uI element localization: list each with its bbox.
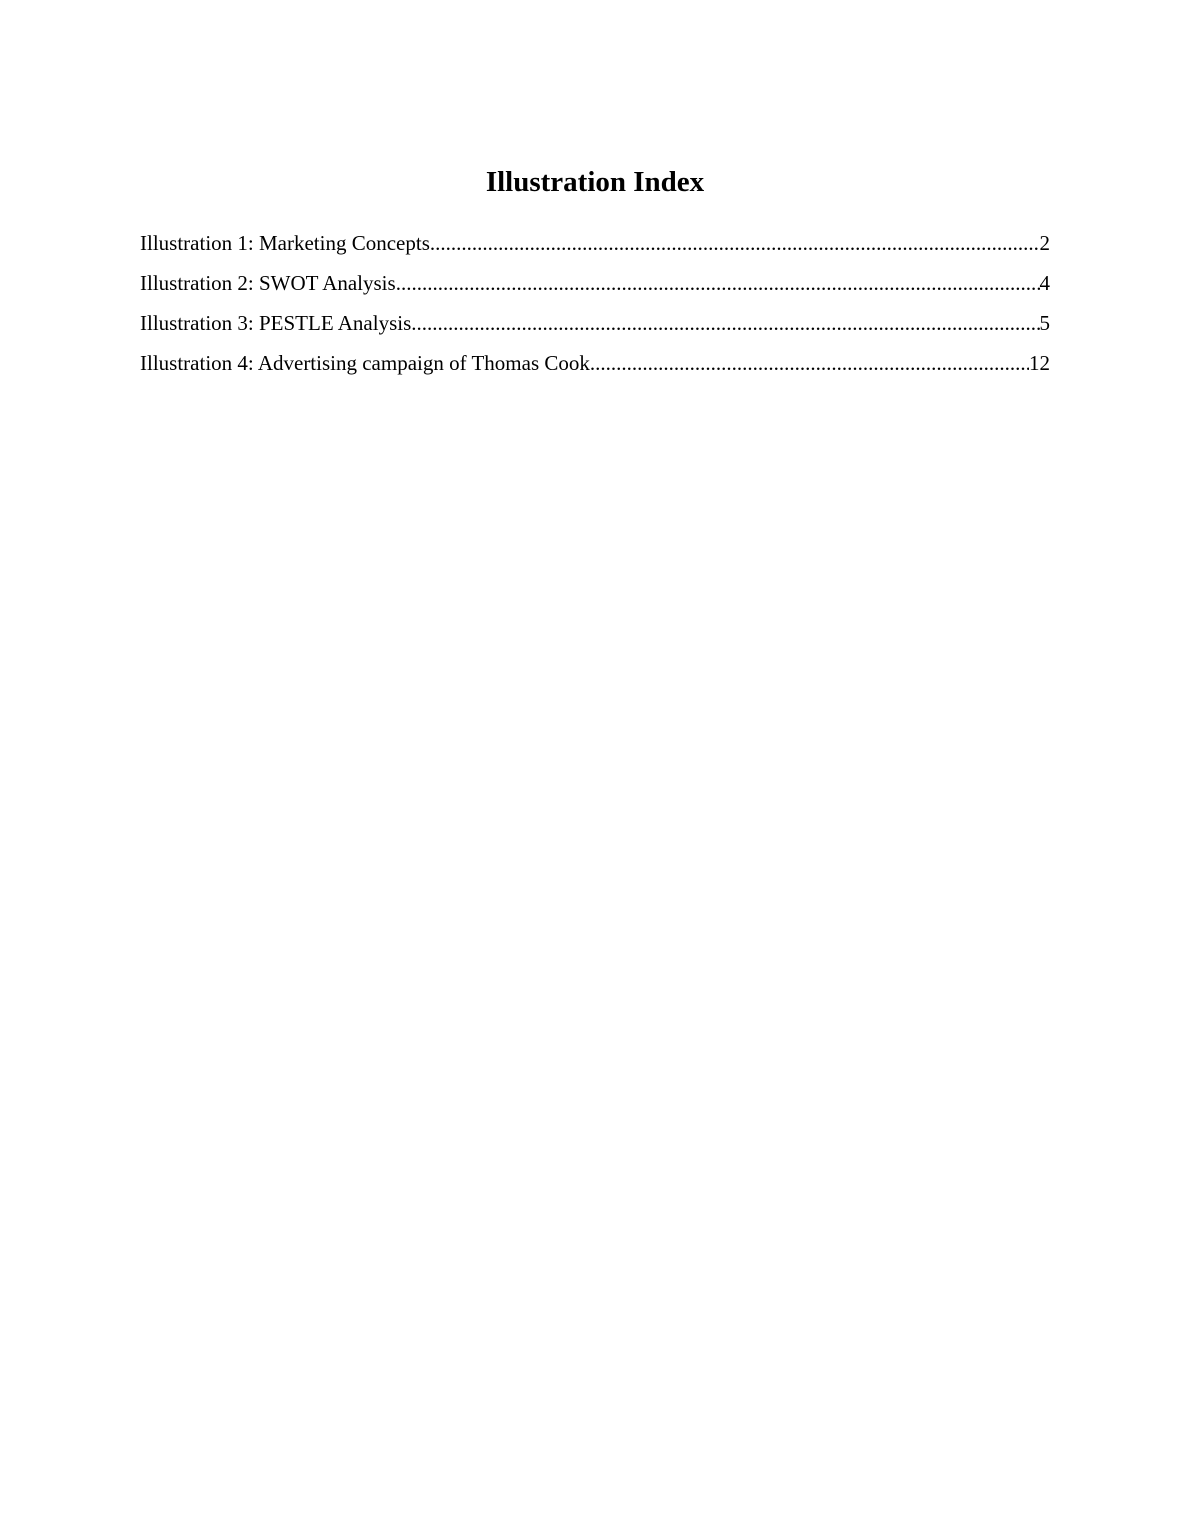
- index-entry-page: 2: [1039, 231, 1050, 255]
- dot-leader: [430, 228, 1040, 258]
- index-entry-label: Illustration 2: SWOT Analysis: [140, 271, 396, 295]
- index-entry-page: 4: [1039, 271, 1050, 295]
- index-entry-label: Illustration 3: PESTLE Analysis: [140, 311, 412, 335]
- index-entry-label: Illustration 4: Advertising campaign of Thomas Cook: [140, 351, 590, 375]
- index-entry[interactable]: [140, 228, 1050, 268]
- dot-leader: [411, 308, 1039, 338]
- index-entry[interactable]: [140, 268, 1050, 308]
- index-entry[interactable]: [140, 308, 1050, 348]
- index-entry[interactable]: [140, 348, 1050, 388]
- index-entry-label: Illustration 1: Marketing Concepts: [140, 231, 430, 255]
- dot-leader: [396, 268, 1040, 298]
- illustration-index-list: [140, 228, 1050, 388]
- index-title: Illustration Index: [485, 166, 705, 198]
- index-entry-page: 12: [1029, 351, 1050, 375]
- dot-leader: [590, 348, 1029, 378]
- index-entry-page: 5: [1039, 311, 1050, 335]
